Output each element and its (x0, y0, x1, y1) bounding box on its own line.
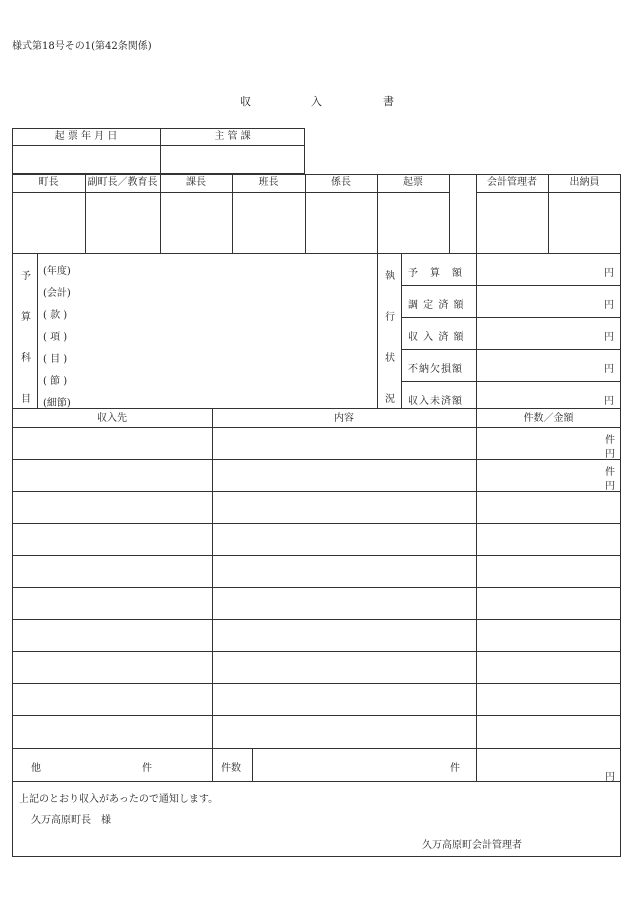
column-header-content: 内容 (334, 413, 354, 424)
title-char: 書 (383, 95, 394, 108)
form-frame (12, 174, 621, 857)
count-unit: 件 (605, 435, 615, 446)
approval-header-cashier: 出納員 (569, 177, 600, 188)
dept-field[interactable] (161, 146, 304, 174)
yen-unit: 円 (604, 396, 614, 407)
yen-unit: 円 (604, 364, 614, 375)
status-received-label: 収 入 済 額 (408, 332, 465, 343)
status-budget-label: 予 算 額 (408, 268, 463, 279)
budget-item-kou: ( 項 ) (43, 332, 68, 343)
status-label-char: 行 (385, 312, 395, 323)
title-char: 収 (240, 95, 251, 108)
budget-item-account: (会計) (43, 288, 71, 299)
approval-header-subsection-chief: 係長 (331, 177, 351, 188)
dept-header: 主 管 課 (214, 131, 251, 142)
budget-label-char: 目 (21, 394, 31, 405)
yen-unit: 円 (604, 268, 614, 279)
yen-unit: 円 (604, 300, 614, 311)
other-count-unit: 件 (142, 763, 152, 774)
total-count-unit: 件 (450, 763, 460, 774)
title-char: 入 (311, 95, 322, 108)
count-unit: 件 (605, 467, 615, 478)
status-label-char: 状 (385, 353, 395, 364)
notice-text: 上記のとおり収入があったので通知します。 (19, 794, 219, 805)
approval-header-drafter: 起票 (403, 177, 423, 188)
approval-header-section-chief: 課長 (186, 177, 206, 188)
column-header-count-amount: 件数／金額 (523, 413, 574, 424)
count-label: 件数 (221, 763, 241, 774)
yen-unit: 円 (604, 332, 614, 343)
date-header: 起 票 年 月 日 (54, 131, 118, 142)
budget-item-year: (年度) (43, 266, 71, 277)
form-number: 様式第18号その1(第42条関係) (12, 41, 152, 52)
notice-addressee: 久万高原町長 様 (31, 815, 111, 826)
notice-sender: 久万高原町会計管理者 (422, 840, 522, 851)
approval-header-deputy: 副町長／教育長 (87, 177, 158, 188)
budget-item-moku: ( 目 ) (43, 354, 68, 365)
budget-label-char: 科 (21, 353, 31, 364)
budget-item-setsu: ( 節 ) (43, 376, 68, 387)
status-label-char: 執 (385, 271, 395, 282)
budget-label-char: 算 (21, 312, 31, 323)
other-label: 他 (31, 763, 41, 774)
status-loss-label: 不納欠損額 (408, 364, 463, 375)
yen-unit: 円 (605, 449, 615, 460)
date-field[interactable] (12, 145, 160, 174)
approval-header-accountant: 会計管理者 (487, 177, 537, 188)
total-yen-unit: 円 (605, 772, 615, 783)
budget-item-saisetsu: (細節) (43, 398, 71, 409)
status-unpaid-label: 収入未済額 (408, 396, 463, 407)
status-assessed-label: 調 定 済 額 (408, 300, 465, 311)
yen-unit: 円 (605, 481, 615, 492)
budget-label-char: 予 (21, 271, 31, 282)
status-label-char: 況 (385, 394, 395, 405)
approval-header-team-leader: 班長 (258, 177, 279, 188)
budget-item-kan: ( 款 ) (43, 310, 68, 321)
column-header-payer: 収入先 (97, 413, 127, 424)
approval-header-mayor: 町長 (38, 177, 59, 188)
